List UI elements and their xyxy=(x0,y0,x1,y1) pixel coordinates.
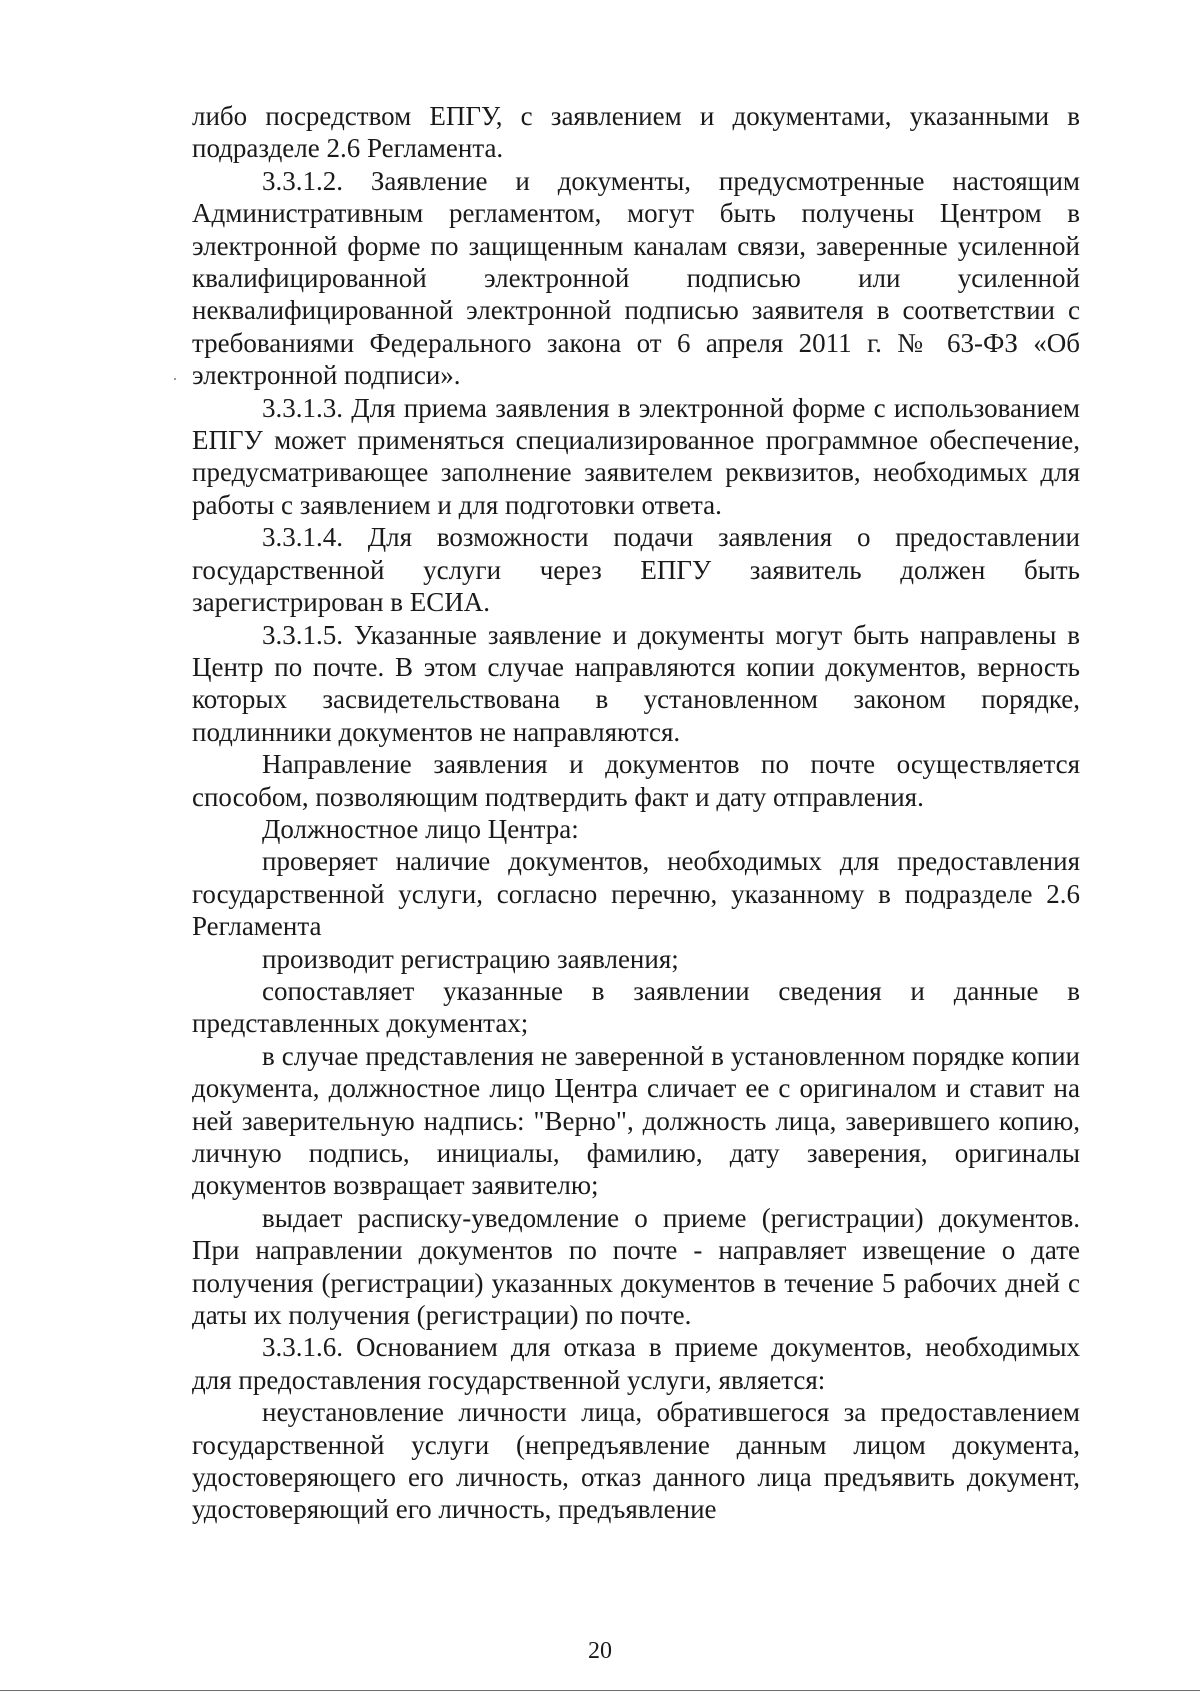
paragraph-3-3-1-2: 3.3.1.2. Заявление и документы, предусмотренные настоящим Административным регламентом, могут быть получены Центром в электронной форме по защищенным каналам связи, заверенные усиленной квалифицированной электронной подписью или усиленной неквалифицированной электронной подписью заявителя в соответствии с требованиями Федерального закона от 6 апреля 2011 г. № 63-ФЗ «Об электронной подписи». xyxy=(192,165,1080,391)
paragraph-3-3-1-6: 3.3.1.6. Основанием для отказа в приеме документов, необходимых для предоставления государственной услуги, является: xyxy=(192,1332,1080,1395)
paragraph-compares-data: сопоставляет указанные в заявлении сведения и данные в представленных документах; xyxy=(192,975,1080,1039)
paragraph-checks-documents: проверяет наличие документов, необходимых для предоставления государственной услуги, согласно перечню, указанному в подразделе 2.6 Регламента xyxy=(192,846,1080,942)
paragraph-continuation: либо посредством ЕПГУ, с заявлением и документами, указанными в подразделе 2.6 Регламента. xyxy=(192,101,1080,164)
document-page xyxy=(192,100,1080,1526)
scan-edge-line xyxy=(0,1690,1200,1691)
paragraph-issues-receipt: выдает расписку-уведомление о приеме (регистрации) документов. При направлении документов по почте - направляет извещение о дате получения (регистрации) указанных документов в течение 5 рабочих дней с даты их получения (регистрации) по почте. xyxy=(192,1202,1080,1331)
paragraph-3-3-1-4: 3.3.1.4. Для возможности подачи заявления о предоставлении государственной услуги через ЕПГУ заявитель должен быть зарегистрирован в ЕСИА. xyxy=(192,522,1080,618)
paragraph-certifies-copy: в случае представления не заверенной в установленном порядке копии документа, должностное лицо Центра сличает ее с оригиналом и ставит на ней заверительную надпись: "Верно", должность лица, заверившего копию, личную подпись, инициалы, фамилию, дату заверения, оригиналы документов возвращает заявителю; xyxy=(192,1040,1080,1201)
paragraph-registers-application: производит регистрацию заявления; xyxy=(262,943,679,974)
page-number: 20 xyxy=(588,1638,612,1664)
paragraph-identity-not-established: неустановление личности лица, обратившегося за предоставлением государственной услуги (непредъявление данным лицом документа, удостоверяющего его личность, отказ данного лица предъявить документ, удостоверяющий его личность, предъявление xyxy=(192,1397,1080,1525)
scan-artifact xyxy=(174,378,176,380)
paragraph-3-3-1-3: 3.3.1.3. Для приема заявления в электронной форме с использованием ЕПГУ может применяться специализированное программное обеспечение, предусматривающее заполнение заявителем реквизитов, необходимых для работы с заявлением и для подготовки ответа. xyxy=(192,392,1080,520)
paragraph-3-3-1-5: 3.3.1.5. Указанные заявление и документы могут быть направлены в Центр по почте. В этом случае направляются копии документов, верность которых засвидетельствована в установленном законом порядке, подлинники документов не направляются. xyxy=(192,619,1080,747)
paragraph-official-intro: Должностное лицо Центра: xyxy=(262,813,579,844)
paragraph-mail-direction: Направление заявления и документов по почте осуществляется способом, позволяющим подтвердить факт и дату отправления. xyxy=(192,749,1080,812)
